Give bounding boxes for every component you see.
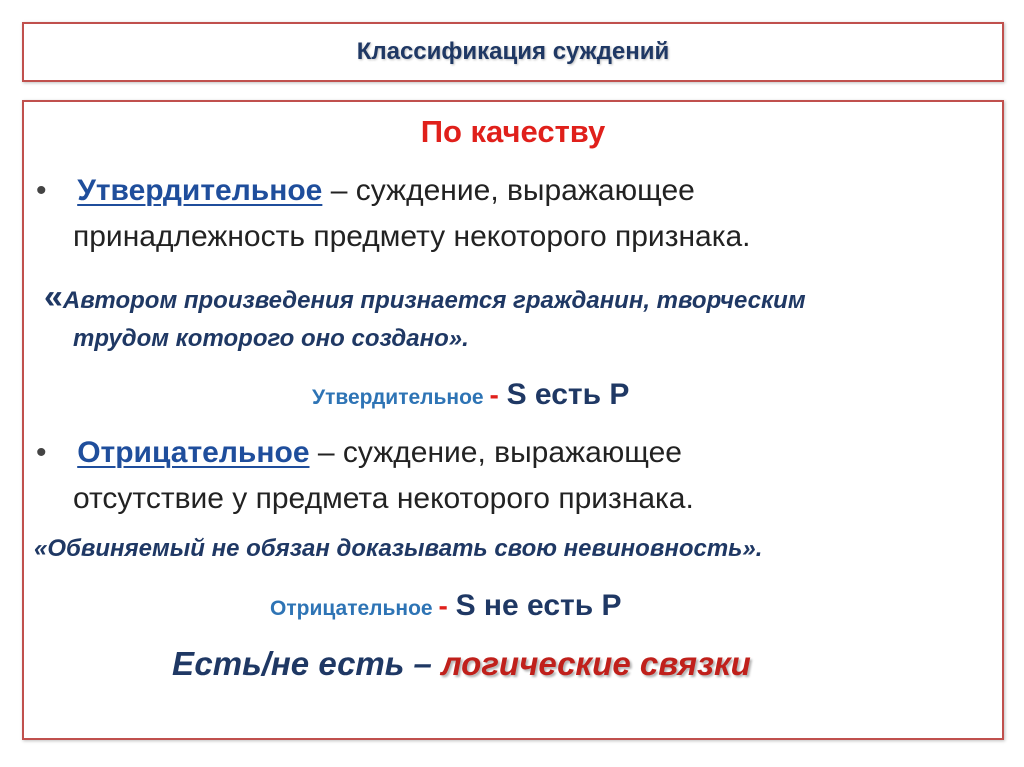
title-box [22, 22, 1004, 82]
example-open-quote: « [44, 278, 63, 316]
affirmative-formula-text: S есть P [506, 378, 630, 411]
negative-definition-line1: – суждение, выражающее [309, 436, 682, 469]
bullet-marker: • [36, 436, 47, 469]
affirmative-term: Утвердительное [77, 174, 323, 207]
affirmative-formula [312, 378, 629, 412]
bullet-marker: • [36, 174, 47, 207]
negative-formula-dash: - [438, 590, 456, 621]
affirmative-definition-line1: – суждение, выражающее [322, 174, 695, 207]
negative-definition-line2: отсутствие у предмета некоторого признака. [73, 482, 694, 515]
negative-formula [270, 589, 622, 623]
affirmative-definition-line2: принадлежность предмету некоторого признака. [73, 220, 751, 253]
copula-highlight: логические связки [441, 645, 751, 682]
content-box [22, 100, 1004, 740]
copula-line [172, 645, 751, 683]
negative-example: «Обвиняемый не обязан доказывать свою невиновность». [34, 535, 763, 562]
section-heading: По качеству [420, 114, 606, 149]
negative-formula-text: S не есть P [455, 589, 622, 622]
affirmative-example-line1 [44, 278, 806, 317]
negative-bullet-line1 [36, 436, 682, 470]
negative-term: Отрицательное [77, 436, 310, 469]
affirmative-formula-dash: - [489, 379, 507, 410]
slide-title: Классификация суждений [356, 38, 670, 65]
copula-text: Есть/не есть – [172, 645, 442, 682]
affirmative-bullet-line1 [36, 174, 695, 208]
affirmative-example-line2: трудом которого оно создано». [73, 325, 469, 352]
affirmative-example-text1: Автором произведения признается гражданин, творческим [62, 287, 806, 314]
affirmative-formula-label: Утвердительное [312, 386, 490, 409]
negative-formula-label: Отрицательное [270, 597, 439, 620]
